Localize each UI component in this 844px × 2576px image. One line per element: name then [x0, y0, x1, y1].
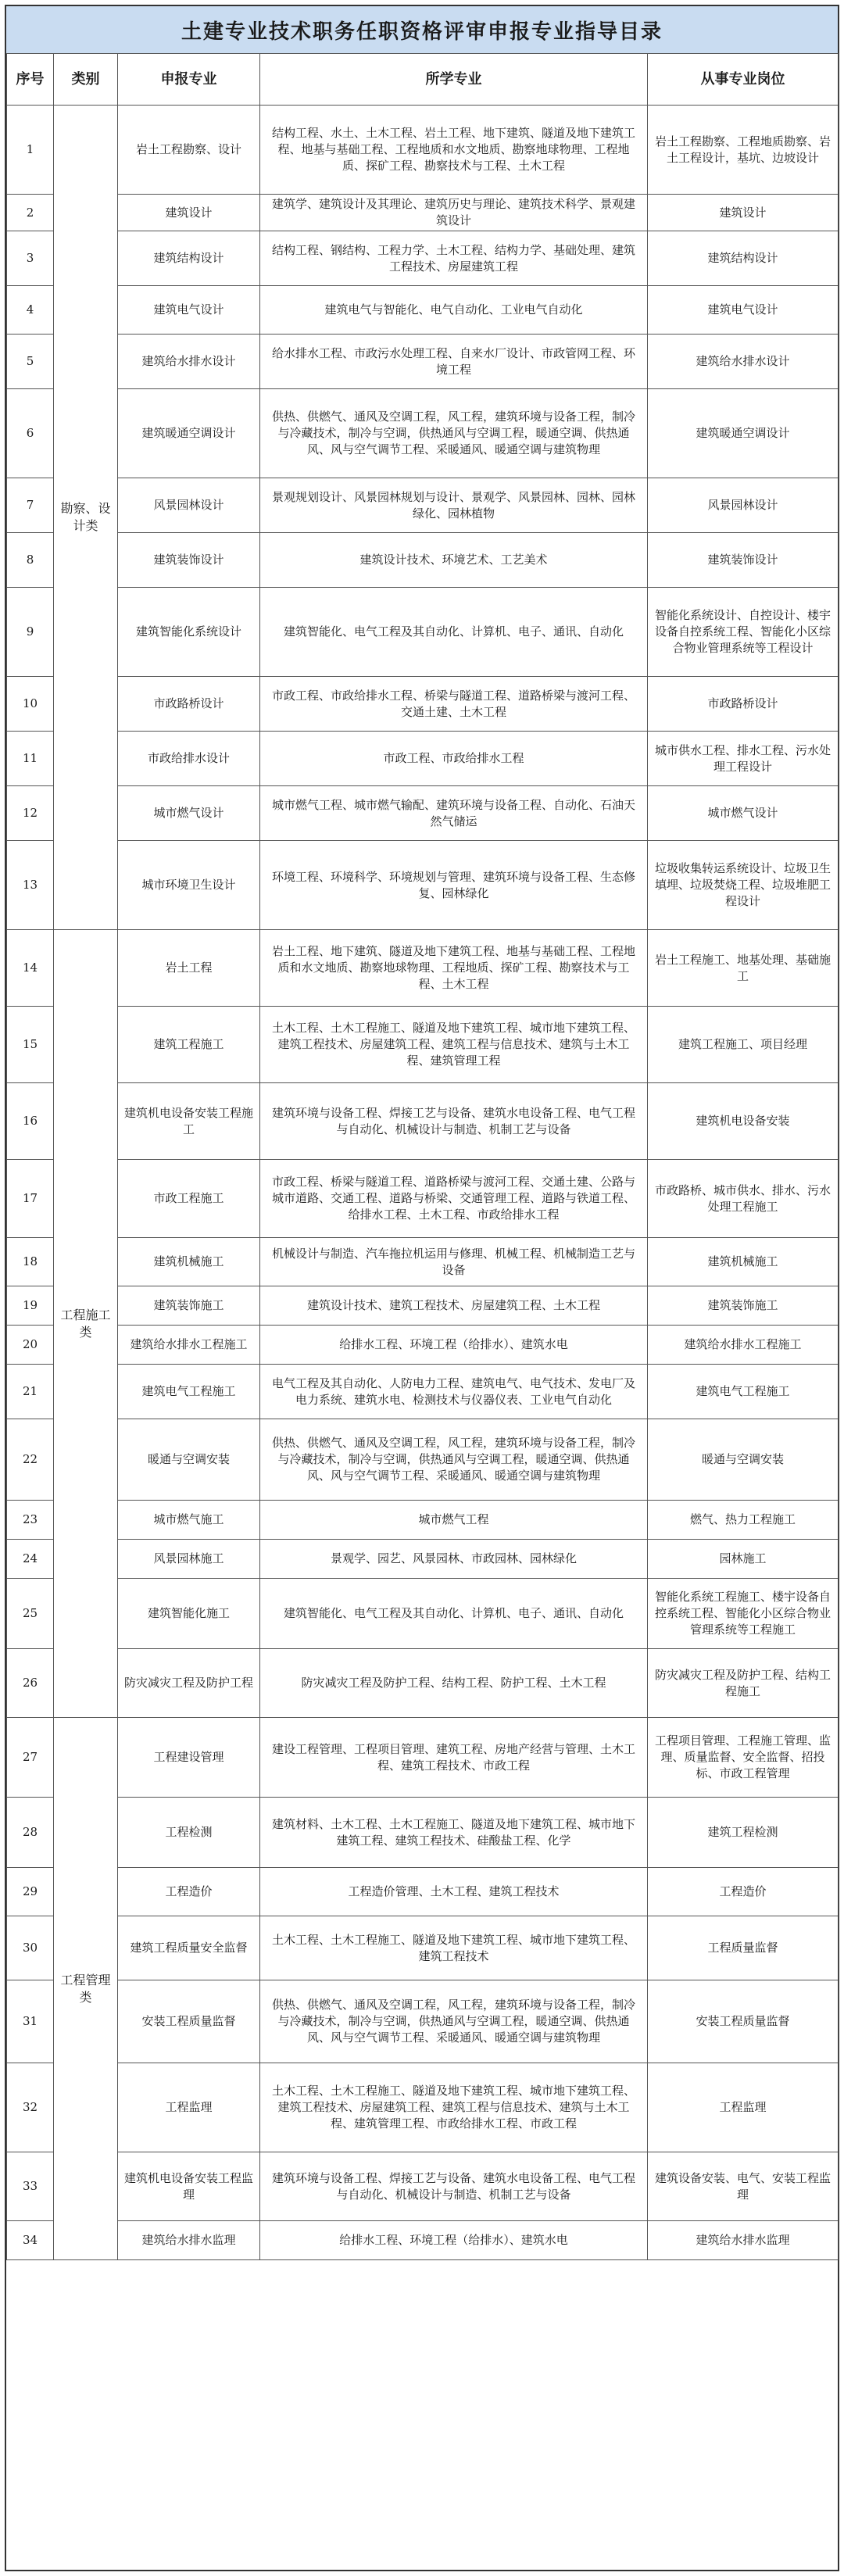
row-number: 7: [7, 478, 54, 533]
studied-majors: 建筑智能化、电气工程及其自动化、计算机、电子、通讯、自动化: [260, 1579, 648, 1649]
table-row: [7, 2063, 839, 2152]
studied-majors: 结构工程、水土、土木工程、岩土工程、地下建筑、隧道及地下建筑工程、地基与基础工程、工程地质和水文地质、勘察地球物理、工程地质、探矿工程、勘察技术与工程、土木工程: [260, 106, 648, 195]
studied-majors: 建筑学、建筑设计及其理论、建筑历史与理论、建筑技术科学、景观建筑设计: [260, 195, 648, 231]
studied-majors: 土木工程、土木工程施工、隧道及地下建筑工程、城市地下建筑工程、建筑工程技术、房屋建筑工程、建筑工程与信息技术、建筑与土木工程、建筑管理工程、市政给排水工程、市政工程: [260, 2063, 648, 2152]
job-position: 建筑暖通空调设计: [648, 389, 839, 478]
application-specialty: 市政路桥设计: [118, 677, 260, 732]
table-row: [7, 335, 839, 389]
job-position: 垃圾收集转运系统设计、垃圾卫生填埋、垃圾焚烧工程、垃圾堆肥工程设计: [648, 841, 839, 930]
application-specialty: 建筑暖通空调设计: [118, 389, 260, 478]
studied-majors: 岩土工程、地下建筑、隧道及地下建筑工程、地基与基础工程、工程地质和水文地质、勘察地球物理、工程地质、探矿工程、勘察技术与工程、土木工程: [260, 930, 648, 1007]
row-number: 26: [7, 1649, 54, 1718]
job-position: 建筑装饰施工: [648, 1286, 839, 1326]
job-position: 建筑设计: [648, 195, 839, 231]
application-specialty: 建筑结构设计: [118, 231, 260, 286]
job-position: 工程质量监督: [648, 1916, 839, 1980]
application-specialty: 建筑机电设备安装工程监理: [118, 2152, 260, 2221]
table-row: [7, 930, 839, 1007]
studied-majors: 环境工程、环境科学、环境规划与管理、建筑环境与设备工程、生态修复、园林绿化: [260, 841, 648, 930]
table-row: [7, 1916, 839, 1980]
header-category: 类别: [54, 54, 118, 106]
job-position: 工程监理: [648, 2063, 839, 2152]
application-specialty: 建筑智能化系统设计: [118, 588, 260, 677]
table-row: [7, 533, 839, 588]
application-specialty: 工程造价: [118, 1868, 260, 1916]
table-row: [7, 389, 839, 478]
studied-majors: 供热、供燃气、通风及空调工程，风工程，建筑环境与设备工程，制冷与冷藏技术，制冷与空调，供热通风与空调工程，暖通空调、供热通风、风与空气调节工程、采暖通风、暖通空调与建筑物理: [260, 1419, 648, 1501]
row-number: 28: [7, 1798, 54, 1868]
row-number: 1: [7, 106, 54, 195]
table-row: [7, 841, 839, 930]
table-row: [7, 677, 839, 732]
studied-majors: 建筑电气与智能化、电气自动化、工业电气自动化: [260, 286, 648, 335]
header-row: [7, 54, 839, 106]
application-specialty: 市政工程施工: [118, 1160, 260, 1238]
row-number: 16: [7, 1083, 54, 1160]
table-row: [7, 1083, 839, 1160]
job-position: 建筑结构设计: [648, 231, 839, 286]
studied-majors: 机械设计与制造、汽车拖拉机运用与修理、机械工程、机械制造工艺与设备: [260, 1238, 648, 1286]
job-position: 城市燃气设计: [648, 786, 839, 841]
table-row: [7, 1718, 839, 1798]
table-row: [7, 786, 839, 841]
job-position: 建筑设备安装、电气、安装工程监理: [648, 2152, 839, 2221]
application-specialty: 岩土工程: [118, 930, 260, 1007]
table-row: [7, 106, 839, 195]
studied-majors: 建筑设计技术、建筑工程技术、房屋建筑工程、土木工程: [260, 1286, 648, 1326]
table-row: [7, 1160, 839, 1238]
row-number: 12: [7, 786, 54, 841]
row-number: 32: [7, 2063, 54, 2152]
row-number: 14: [7, 930, 54, 1007]
studied-majors: 供热、供燃气、通风及空调工程，风工程，建筑环境与设备工程，制冷与冷藏技术，制冷与空调，供热通风与空调工程，暖通空调、供热通风、风与空气调节工程、采暖通风、暖通空调与建筑物理: [260, 1980, 648, 2063]
application-specialty: 建筑工程质量安全监督: [118, 1916, 260, 1980]
job-position: 市政路桥、城市供水、排水、污水处理工程施工: [648, 1160, 839, 1238]
application-specialty: 建筑机械施工: [118, 1238, 260, 1286]
job-position: 建筑装饰设计: [648, 533, 839, 588]
job-position: 建筑给水排水工程施工: [648, 1326, 839, 1365]
row-number: 21: [7, 1365, 54, 1419]
category-cell: 工程施工类: [54, 930, 118, 1718]
table-row: [7, 1007, 839, 1083]
row-number: 31: [7, 1980, 54, 2063]
row-number: 23: [7, 1501, 54, 1540]
row-number: 34: [7, 2221, 54, 2260]
row-number: 2: [7, 195, 54, 231]
table-row: [7, 1286, 839, 1326]
category-cell: 勘察、设计类: [54, 106, 118, 930]
studied-majors: 城市燃气工程: [260, 1501, 648, 1540]
job-position: 建筑给水排水监理: [648, 2221, 839, 2260]
job-position: 市政路桥设计: [648, 677, 839, 732]
studied-majors: 建筑环境与设备工程、焊接工艺与设备、建筑水电设备工程、电气工程与自动化、机械设计与制造、机制工艺与设备: [260, 1083, 648, 1160]
job-position: 建筑工程施工、项目经理: [648, 1007, 839, 1083]
row-number: 22: [7, 1419, 54, 1501]
table-row: [7, 1540, 839, 1579]
table-row: [7, 732, 839, 786]
row-number: 6: [7, 389, 54, 478]
job-position: 建筑机械施工: [648, 1238, 839, 1286]
application-specialty: 市政给排水设计: [118, 732, 260, 786]
studied-majors: 防灾减灾工程及防护工程、结构工程、防护工程、土木工程: [260, 1649, 648, 1718]
table-row: [7, 1238, 839, 1286]
job-position: 城市供水工程、排水工程、污水处理工程设计: [648, 732, 839, 786]
application-specialty: 建筑给水排水监理: [118, 2221, 260, 2260]
application-specialty: 暖通与空调安装: [118, 1419, 260, 1501]
job-position: 建筑电气工程施工: [648, 1365, 839, 1419]
studied-majors: 市政工程、市政给排水工程: [260, 732, 648, 786]
document-title: 土建专业技术职务任职资格评审申报专业指导目录: [6, 6, 838, 55]
job-position: 风景园林设计: [648, 478, 839, 533]
job-position: 建筑机电设备安装: [648, 1083, 839, 1160]
table-row: [7, 1868, 839, 1916]
studied-majors: 土木工程、土木工程施工、隧道及地下建筑工程、城市地下建筑工程、建筑工程技术、房屋建筑工程、建筑工程与信息技术、建筑与土木工程、建筑管理工程: [260, 1007, 648, 1083]
row-number: 29: [7, 1868, 54, 1916]
application-specialty: 城市燃气设计: [118, 786, 260, 841]
table-row: [7, 1579, 839, 1649]
studied-majors: 城市燃气工程、城市燃气输配、建筑环境与设备工程、自动化、石油天然气储运: [260, 786, 648, 841]
application-specialty: 风景园林设计: [118, 478, 260, 533]
job-position: 岩土工程施工、地基处理、基础施工: [648, 930, 839, 1007]
application-specialty: 建筑装饰设计: [118, 533, 260, 588]
table-row: [7, 1326, 839, 1365]
row-number: 3: [7, 231, 54, 286]
table-row: [7, 195, 839, 231]
row-number: 8: [7, 533, 54, 588]
job-position: 智能化系统工程施工、楼宇设备自控系统工程、智能化小区综合物业管理系统等工程施工: [648, 1579, 839, 1649]
job-position: 园林施工: [648, 1540, 839, 1579]
studied-majors: 市政工程、桥梁与隧道工程、道路桥梁与渡河工程、交通土建、公路与城市道路、交通工程、道路与桥梁、交通管理工程、道路与铁道工程、给排水工程、土木工程、市政给排水工程: [260, 1160, 648, 1238]
row-number: 25: [7, 1579, 54, 1649]
application-specialty: 建筑电气工程施工: [118, 1365, 260, 1419]
row-number: 20: [7, 1326, 54, 1365]
studied-majors: 建筑材料、土木工程、土木工程施工、隧道及地下建筑工程、城市地下建筑工程、建筑工程技术、硅酸盐工程、化学: [260, 1798, 648, 1868]
job-position: 智能化系统设计、自控设计、楼宇设备自控系统工程、智能化小区综合物业管理系统等工程设计: [648, 588, 839, 677]
studied-majors: 给排水工程、环境工程（给排水）、建筑水电: [260, 1326, 648, 1365]
job-position: 工程项目管理、工程施工管理、监理、质量监督、安全监督、招投标、市政工程管理: [648, 1718, 839, 1798]
job-position: 岩土工程勘察、工程地质勘察、岩土工程设计，基坑、边坡设计: [648, 106, 839, 195]
table-row: [7, 588, 839, 677]
row-number: 13: [7, 841, 54, 930]
table-row: [7, 1365, 839, 1419]
job-position: 工程造价: [648, 1868, 839, 1916]
application-specialty: 建筑装饰施工: [118, 1286, 260, 1326]
header-spec: 申报专业: [118, 54, 260, 106]
row-number: 11: [7, 732, 54, 786]
application-specialty: 建筑设计: [118, 195, 260, 231]
application-specialty: 建筑机电设备安装工程施工: [118, 1083, 260, 1160]
job-position: 安装工程质量监督: [648, 1980, 839, 2063]
studied-majors: 景观规划设计、风景园林规划与设计、景观学、风景园林、园林、园林绿化、园林植物: [260, 478, 648, 533]
job-position: 暖通与空调安装: [648, 1419, 839, 1501]
row-number: 9: [7, 588, 54, 677]
table-row: [7, 1501, 839, 1540]
application-specialty: 建筑工程施工: [118, 1007, 260, 1083]
studied-majors: 建筑环境与设备工程、焊接工艺与设备、建筑水电设备工程、电气工程与自动化、机械设计与制造、机制工艺与设备: [260, 2152, 648, 2221]
table-row: [7, 1419, 839, 1501]
header-post: 从事专业岗位: [648, 54, 839, 106]
job-position: 建筑给水排水设计: [648, 335, 839, 389]
job-position: 防灾减灾工程及防护工程、结构工程施工: [648, 1649, 839, 1718]
studied-majors: 建筑设计技术、环境艺术、工艺美术: [260, 533, 648, 588]
row-number: 27: [7, 1718, 54, 1798]
row-number: 15: [7, 1007, 54, 1083]
table-row: [7, 2221, 839, 2260]
studied-majors: 给水排水工程、市政污水处理工程、自来水厂设计、市政管网工程、环境工程: [260, 335, 648, 389]
application-specialty: 安装工程质量监督: [118, 1980, 260, 2063]
row-number: 4: [7, 286, 54, 335]
studied-majors: 建筑智能化、电气工程及其自动化、计算机、电子、通讯、自动化: [260, 588, 648, 677]
table-row: [7, 286, 839, 335]
application-specialty: 工程检测: [118, 1798, 260, 1868]
row-number: 33: [7, 2152, 54, 2221]
row-number: 19: [7, 1286, 54, 1326]
studied-majors: 土木工程、土木工程施工、隧道及地下建筑工程、城市地下建筑工程、建筑工程技术: [260, 1916, 648, 1980]
application-specialty: 建筑电气设计: [118, 286, 260, 335]
job-position: 燃气、热力工程施工: [648, 1501, 839, 1540]
table-row: [7, 478, 839, 533]
studied-majors: 给排水工程、环境工程（给排水）、建筑水电: [260, 2221, 648, 2260]
studied-majors: 供热、供燃气、通风及空调工程，风工程，建筑环境与设备工程，制冷与冷藏技术，制冷与空调，供热通风与空调工程，暖通空调、供热通风、风与空气调节工程、采暖通风、暖通空调与建筑物理: [260, 389, 648, 478]
studied-majors: 电气工程及其自动化、人防电力工程、建筑电气、电气技术、发电厂及电力系统、建筑水电、检测技术与仪器仪表、工业电气自动化: [260, 1365, 648, 1419]
application-specialty: 建筑智能化施工: [118, 1579, 260, 1649]
application-specialty: 工程监理: [118, 2063, 260, 2152]
directory-table: [6, 53, 839, 2260]
job-position: 建筑电气设计: [648, 286, 839, 335]
application-specialty: 城市燃气施工: [118, 1501, 260, 1540]
row-number: 18: [7, 1238, 54, 1286]
application-specialty: 风景园林施工: [118, 1540, 260, 1579]
table-row: [7, 1798, 839, 1868]
studied-majors: 建设工程管理、工程项目管理、建筑工程、房地产经营与管理、土木工程、建筑工程技术、市政工程: [260, 1718, 648, 1798]
application-specialty: 工程建设管理: [118, 1718, 260, 1798]
application-specialty: 建筑给水排水设计: [118, 335, 260, 389]
job-position: 建筑工程检测: [648, 1798, 839, 1868]
table-row: [7, 1649, 839, 1718]
table-row: [7, 1980, 839, 2063]
studied-majors: 结构工程、钢结构、工程力学、土木工程、结构力学、基础处理、建筑工程技术、房屋建筑工程: [260, 231, 648, 286]
application-specialty: 城市环境卫生设计: [118, 841, 260, 930]
application-specialty: 防灾减灾工程及防护工程: [118, 1649, 260, 1718]
application-specialty: 建筑给水排水工程施工: [118, 1326, 260, 1365]
document-sheet: [5, 5, 839, 2571]
category-cell: 工程管理类: [54, 1718, 118, 2260]
header-no: 序号: [7, 54, 54, 106]
row-number: 5: [7, 335, 54, 389]
studied-majors: 景观学、园艺、风景园林、市政园林、园林绿化: [260, 1540, 648, 1579]
row-number: 24: [7, 1540, 54, 1579]
studied-majors: 市政工程、市政给排水工程、桥梁与隧道工程、道路桥梁与渡河工程、交通土建、土木工程: [260, 677, 648, 732]
table-body: [7, 106, 839, 2260]
row-number: 30: [7, 1916, 54, 1980]
application-specialty: 岩土工程勘察、设计: [118, 106, 260, 195]
table-row: [7, 231, 839, 286]
header-major: 所学专业: [260, 54, 648, 106]
studied-majors: 工程造价管理、土木工程、建筑工程技术: [260, 1868, 648, 1916]
row-number: 17: [7, 1160, 54, 1238]
row-number: 10: [7, 677, 54, 732]
table-row: [7, 2152, 839, 2221]
